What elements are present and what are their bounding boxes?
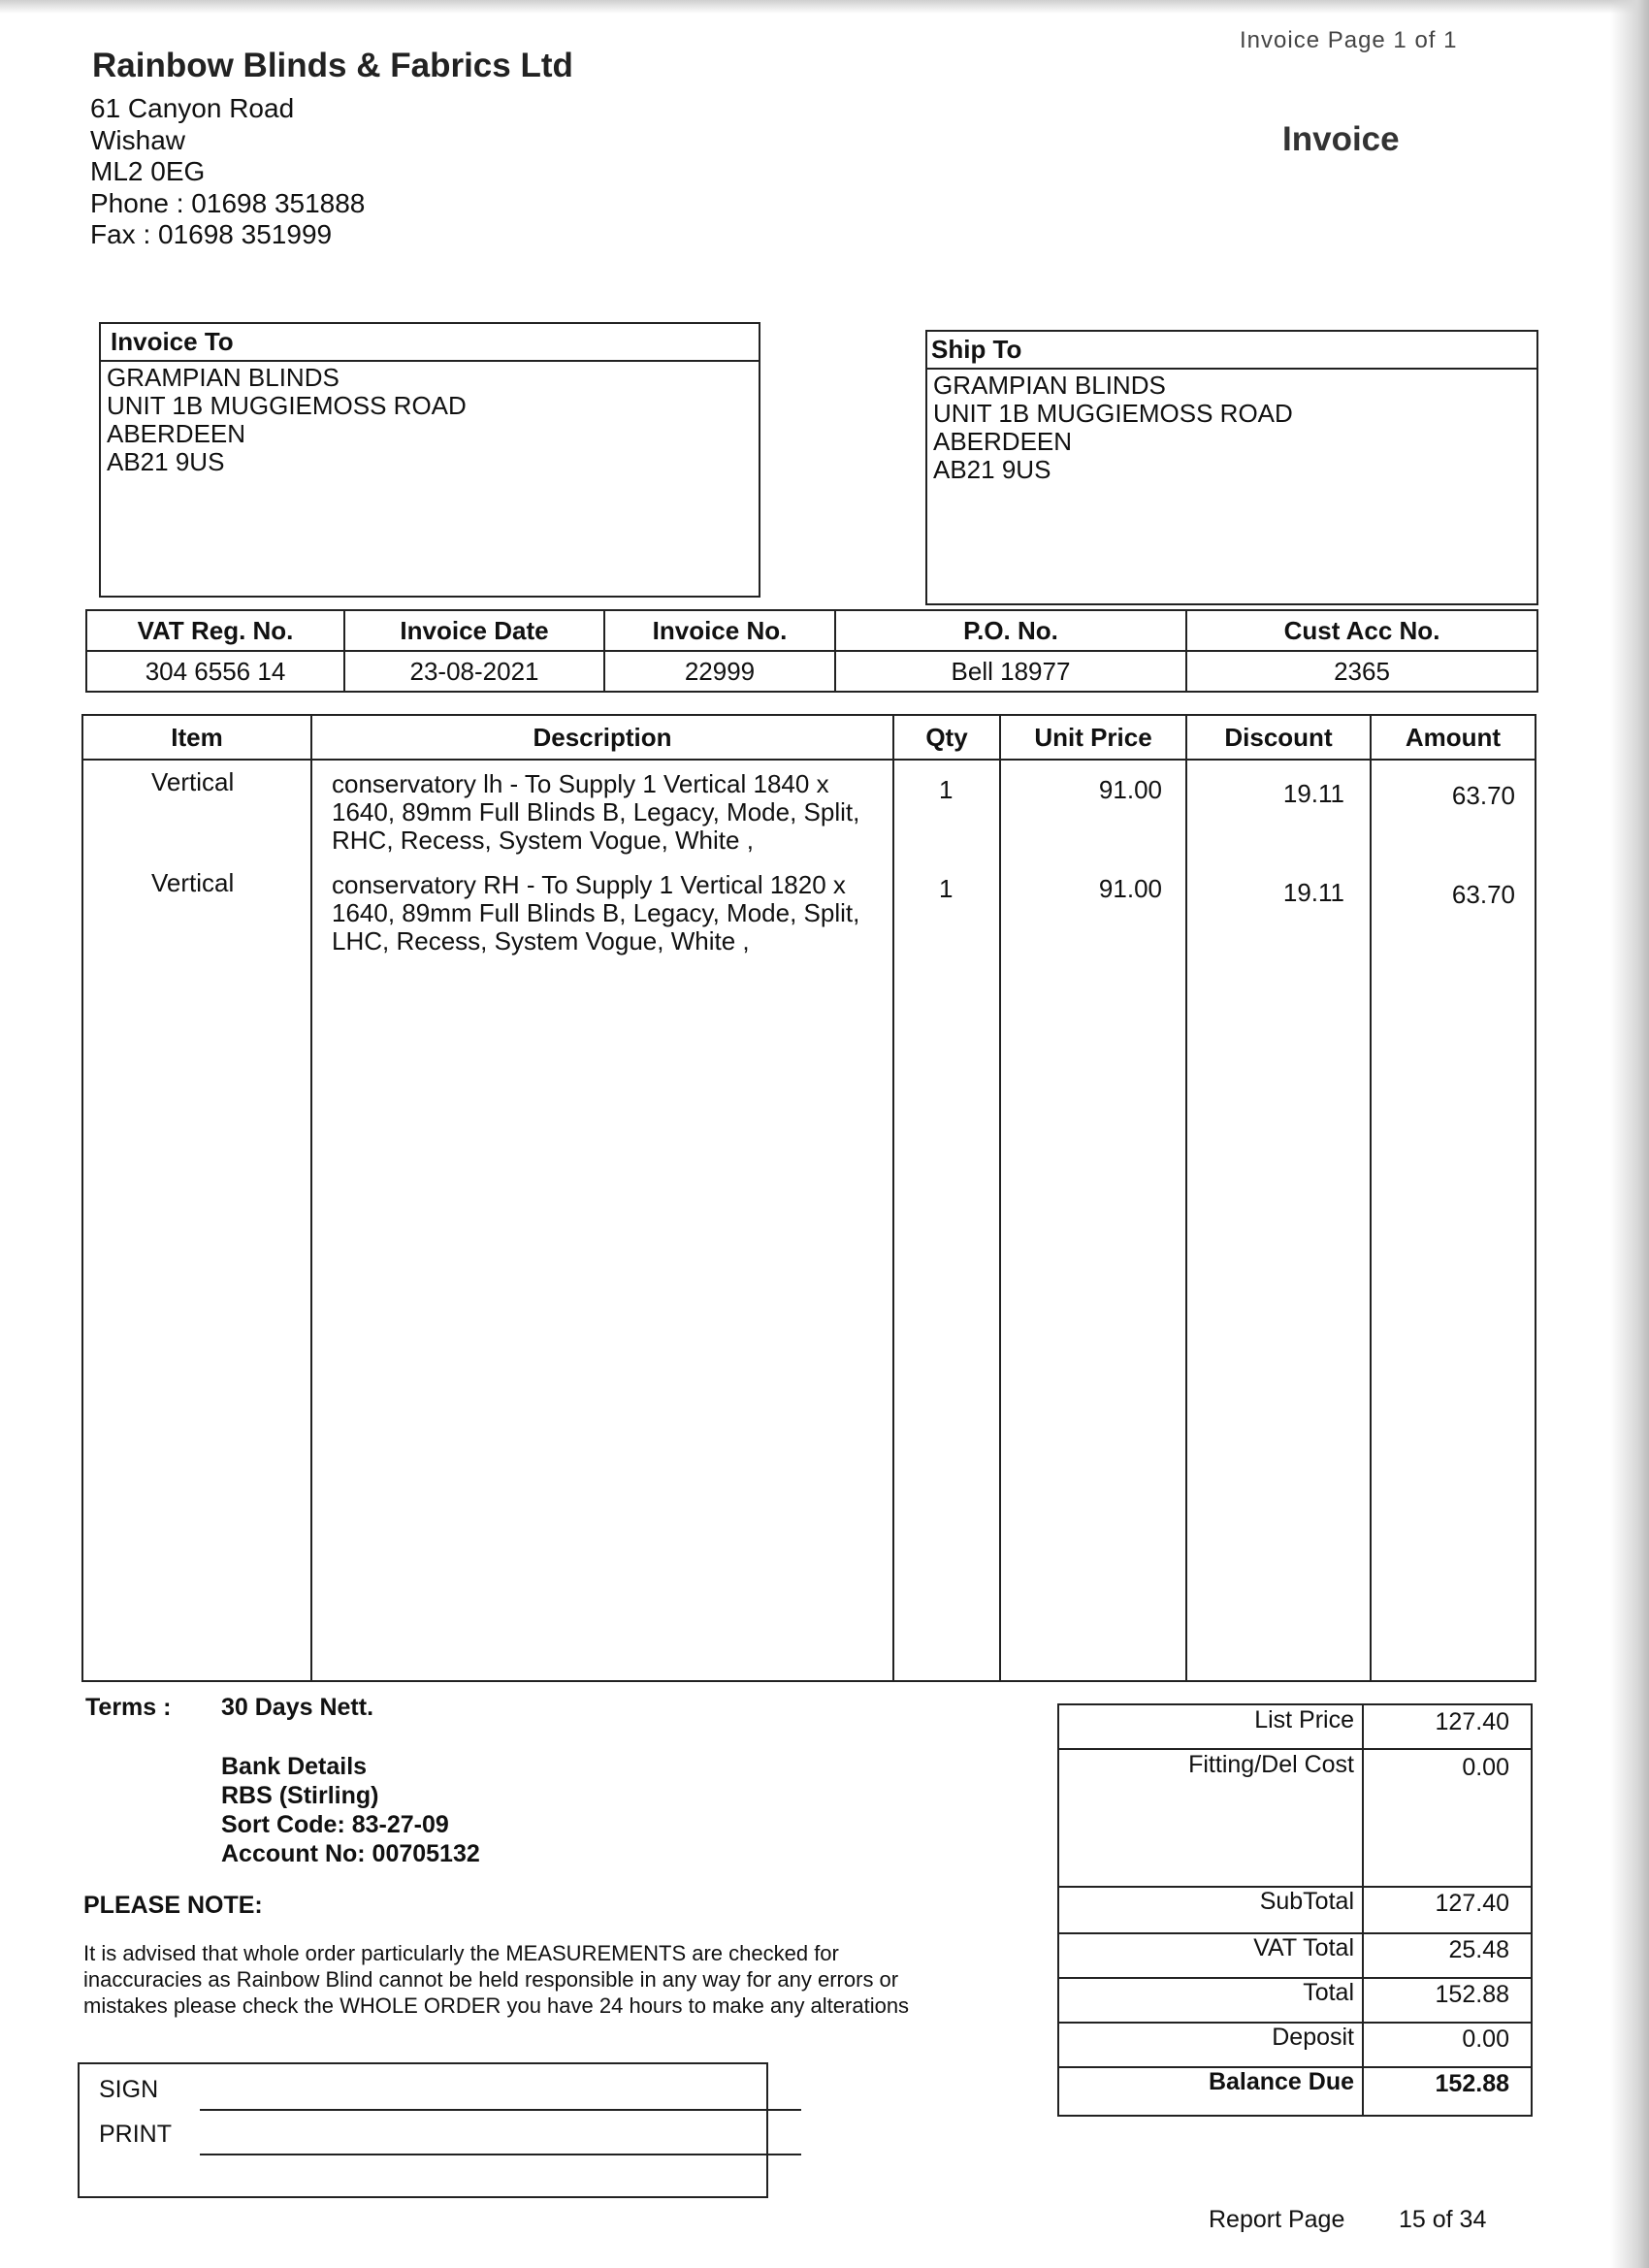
invoice-to-title: Invoice To (101, 324, 759, 362)
discount-header: Discount (1186, 715, 1371, 760)
address-line: GRAMPIAN BLINDS (933, 371, 1166, 400)
unit-price-header: Unit Price (1000, 715, 1186, 760)
vat-value: 25.48 (1448, 1936, 1509, 1963)
item-discount: 19.11 (1282, 779, 1344, 808)
report-page-label: Report Page (1209, 2206, 1345, 2233)
totals-rule (1059, 1977, 1531, 1979)
list-price-label: List Price (1254, 1706, 1354, 1733)
company-address (90, 93, 365, 251)
address-line: AB21 9US (107, 447, 225, 476)
deposit-value: 0.00 (1462, 2025, 1509, 2053)
print-label: PRINT (99, 2121, 172, 2148)
sign-label: SIGN (99, 2076, 159, 2103)
qty-header: Qty (893, 715, 1000, 760)
description-header: Description (311, 715, 893, 760)
bank-details (221, 1752, 480, 1868)
items-header-row (82, 715, 1536, 760)
totals-box (1057, 1703, 1533, 2117)
invoice-to-address (101, 362, 759, 478)
po-no-header: P.O. No. (835, 610, 1186, 651)
item-qty: 1 (939, 775, 954, 804)
item-unit-price: 91.00 (1098, 874, 1162, 903)
print-line[interactable] (200, 2154, 801, 2155)
item-amount: 63.70 (1451, 781, 1515, 810)
invoice-date-value: 23-08-2021 (344, 651, 604, 692)
vat-reg-header: VAT Reg. No. (86, 610, 344, 651)
total-value: 152.88 (1435, 1981, 1509, 2008)
description-line: 1640, 89mm Full Blinds B, Legacy, Mode, Split, (332, 898, 860, 927)
fitting-value: 0.00 (1462, 1754, 1509, 1781)
bank-details-title: Bank Details (221, 1753, 368, 1780)
description-line: conservatory RH - To Supply 1 Vertical 1820 x (332, 870, 846, 899)
item-amount: 63.70 (1451, 880, 1515, 909)
list-price-value: 127.40 (1435, 1708, 1509, 1735)
line-items-table (81, 714, 1536, 1682)
deposit-label: Deposit (1272, 2024, 1354, 2051)
invoice-no-header: Invoice No. (604, 610, 835, 651)
invoice-to-box (99, 322, 760, 598)
signature-box (78, 2062, 768, 2198)
terms-value: 30 Days Nett. (221, 1694, 374, 1721)
description-line: conservatory lh - To Supply 1 Vertical 1840 x (332, 769, 829, 798)
address-line: AB21 9US (933, 455, 1051, 484)
sign-line[interactable] (200, 2109, 801, 2111)
item-description (332, 871, 859, 956)
address-line: UNIT 1B MUGGIEMOSS ROAD (107, 391, 467, 420)
scan-right-edge (1610, 0, 1649, 2268)
bank-name: RBS (Stirling) (221, 1782, 379, 1809)
account-number: Account No: 00705132 (221, 1840, 480, 1867)
address-line: 61 Canyon Road (90, 93, 295, 123)
note-title: PLEASE NOTE: (83, 1892, 263, 1919)
balance-label: Balance Due (1208, 2068, 1354, 2095)
address-line: ML2 0EG (90, 156, 206, 186)
ship-to-address (927, 370, 1536, 486)
cust-acc-header: Cust Acc No. (1186, 610, 1537, 651)
balance-value: 152.88 (1435, 2070, 1509, 2097)
note-line: inaccuracies as Rainbow Blind cannot be held responsible in any way for any errors or (83, 1967, 899, 1992)
company-fax: Fax : 01698 351999 (90, 219, 333, 249)
terms-label: Terms : (85, 1694, 172, 1721)
invoice-no-value: 22999 (604, 651, 835, 692)
info-value-row (86, 651, 1537, 692)
subtotal-label: SubTotal (1259, 1888, 1354, 1915)
totals-divider (1362, 1705, 1364, 2115)
po-no-value: Bell 18977 (835, 651, 1186, 692)
address-line: UNIT 1B MUGGIEMOSS ROAD (933, 399, 1293, 428)
item-name: Vertical (151, 868, 235, 897)
amount-header: Amount (1371, 715, 1536, 760)
company-phone: Phone : 01698 351888 (90, 187, 366, 218)
total-label: Total (1303, 1979, 1354, 2006)
note-line: mistakes please check the WHOLE ORDER you have 24 hours to make any alterations (83, 1993, 910, 2018)
item-qty: 1 (939, 874, 954, 903)
document-title: Invoice (1282, 120, 1400, 158)
description-line: LHC, Recess, System Vogue, White , (332, 926, 750, 956)
report-page-value: 15 of 34 (1399, 2206, 1487, 2233)
address-line: ABERDEEN (107, 419, 246, 448)
totals-rule (1059, 1748, 1531, 1750)
vat-label: VAT Total (1253, 1934, 1354, 1961)
scan-top-edge (0, 0, 1649, 14)
ship-to-title: Ship To (927, 332, 1536, 370)
description-line: 1640, 89mm Full Blinds B, Legacy, Mode, Split, (332, 797, 860, 826)
item-description (332, 770, 859, 855)
item-discount: 19.11 (1282, 878, 1344, 907)
item-unit-price: 91.00 (1098, 775, 1162, 804)
ship-to-box (925, 330, 1538, 605)
invoice-info-table (85, 609, 1538, 693)
invoice-page-header: Invoice Page 1 of 1 (1240, 27, 1458, 53)
item-header: Item (82, 715, 311, 760)
address-line: ABERDEEN (933, 427, 1073, 456)
address-line: GRAMPIAN BLINDS (107, 363, 340, 392)
address-line: Wishaw (90, 124, 186, 155)
note-text (83, 1940, 1015, 2019)
sort-code: Sort Code: 83-27-09 (221, 1811, 449, 1838)
info-header-row (86, 610, 1537, 651)
cust-acc-value: 2365 (1186, 651, 1537, 692)
vat-reg-value: 304 6556 14 (86, 651, 344, 692)
company-name: Rainbow Blinds & Fabrics Ltd (92, 47, 573, 84)
item-name: Vertical (151, 767, 235, 796)
note-line: It is advised that whole order particularly the MEASUREMENTS are checked for (83, 1941, 839, 1965)
description-line: RHC, Recess, System Vogue, White , (332, 826, 754, 855)
invoice-date-header: Invoice Date (344, 610, 604, 651)
fitting-label: Fitting/Del Cost (1188, 1751, 1354, 1778)
subtotal-value: 127.40 (1435, 1890, 1509, 1917)
